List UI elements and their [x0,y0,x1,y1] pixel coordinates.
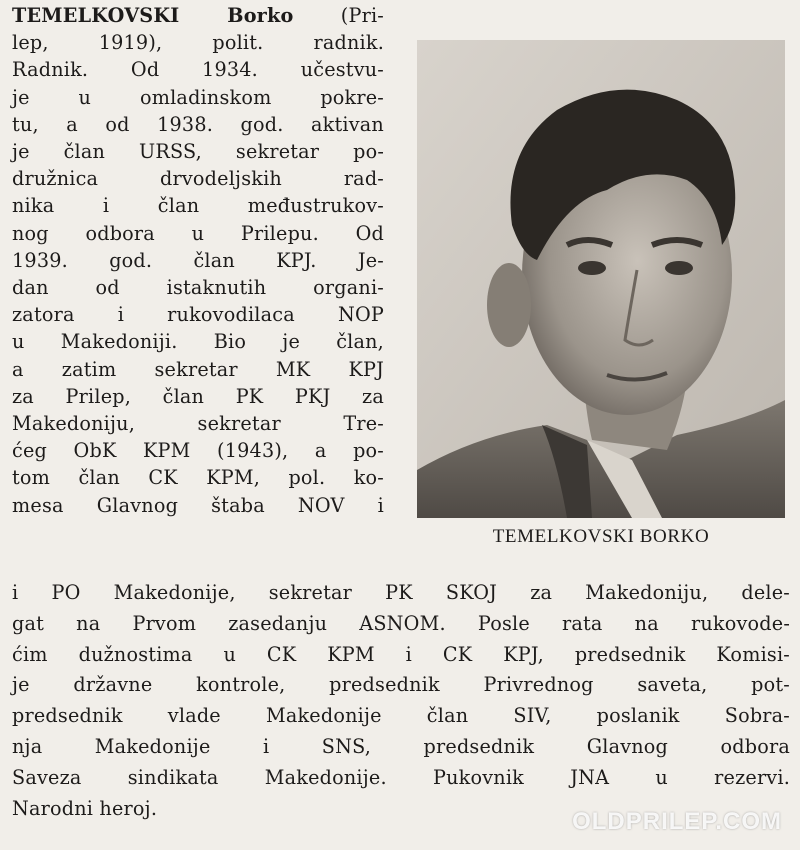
entry-line: tom član CK KPM, pol. ko- [12,466,384,490]
watermark: OLDPRILEP.COM [572,808,782,835]
entry-line: Narodni heroj. [12,796,158,820]
entry-line: je državne kontrole, predsednik Privrednog saveta, pot- [12,673,790,697]
entry-line: u Makedoniji. Bio je član, [12,330,384,354]
entry-line-1-rest: (Pri- [293,4,384,27]
photo-caption: TEMELKOVSKI BORKO [492,526,710,547]
entry-line: je u omladinskom pokre- [12,85,384,109]
entry-line: 1939. god. član KPJ. Je- [12,248,384,272]
entry-line: zatora i rukovodilaca NOP [12,303,384,327]
entry-line: tu, a od 1938. god. aktivan [12,112,384,136]
entry-line: nja Makedonije i SNS, predsednik Glavnog odbora [12,735,790,758]
entry-line: gat na Prvom zasedanju ASNOM. Posle rata na rukovode- [12,611,790,635]
entry-line: dan od istaknutih organi- [12,276,384,299]
entry-line: mesa Glavnog štaba NOV i [12,493,384,517]
entry-line: nika i član međustrukov- [12,194,384,218]
entry-line: je član URSS, sekretar po- [12,140,384,163]
entry-line: ćeg ObK KPM (1943), a po- [12,439,384,463]
entry-line: za Prilep, član PK PKJ za [12,384,384,408]
entry-line: nog odbora u Prilepu. Od [12,221,384,245]
entry-line: Radnik. Od 1934. učestvu- [12,58,384,82]
entry-name: TEMELKOVSKI Borko [12,4,294,27]
entry-line-1 [12,2,384,29]
entry-line: Saveza sindikata Makedonije. Pukovnik JNA u rezervi. [12,765,790,789]
entry-line: a zatim sekretar MK KPJ [12,357,384,381]
portrait-illustration [417,40,785,518]
entry-line: ćim dužnostima u CK KPM i CK KPJ, predsednik Komisi- [12,642,790,666]
portrait-photo [417,40,785,518]
entry-line: lep, 1919), polit. radnik. [12,31,384,55]
entry-line: i PO Makedonije, sekretar PK SKOJ za Makedoniju, dele- [12,581,790,604]
entry-line: predsednik vlade Makedonije član SIV, poslanik Sobra- [12,704,790,728]
entry-line: družnica drvodeljskih rad- [12,167,384,191]
entry-line: Makedoniju, sekretar Tre- [12,412,384,435]
